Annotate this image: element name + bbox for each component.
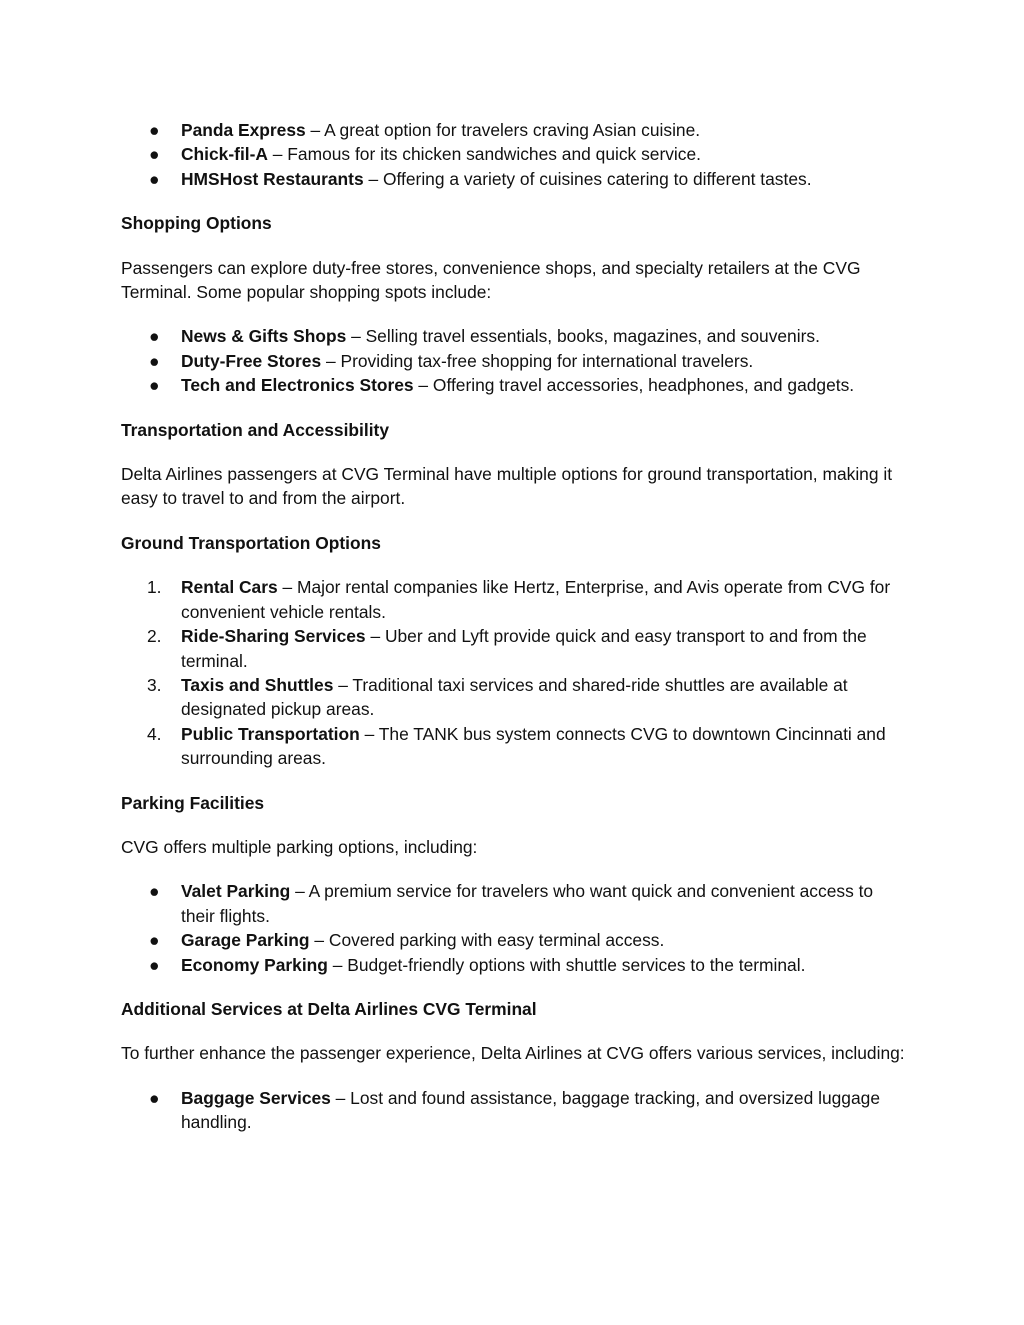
list-item bbox=[121, 879, 911, 928]
dining-list bbox=[121, 118, 911, 191]
parking-list bbox=[121, 879, 911, 977]
item-term: Duty-Free Stores bbox=[181, 350, 322, 371]
item-desc: – Major rental companies like Hertz, Enterprise, and Avis operate from CVG for convenient vehicle rentals. bbox=[181, 577, 891, 622]
list-item bbox=[121, 1086, 911, 1135]
list-item bbox=[121, 142, 911, 166]
bullet-icon: ● bbox=[149, 375, 160, 396]
transportation-intro: Delta Airlines passengers at CVG Terminal have multiple options for ground transportation, making it easy to travel to and from the airport. bbox=[121, 464, 893, 509]
item-desc: – Providing tax-free shopping for international travelers. bbox=[321, 350, 754, 371]
list-item bbox=[121, 373, 911, 397]
item-desc: – Famous for its chicken sandwiches and quick service. bbox=[267, 144, 701, 165]
list-number: 2. bbox=[147, 626, 162, 647]
list-item bbox=[121, 722, 911, 771]
bullet-icon: ● bbox=[149, 954, 160, 975]
document-body bbox=[121, 118, 911, 1135]
list-item bbox=[121, 953, 911, 977]
bullet-icon: ● bbox=[149, 930, 160, 951]
item-desc: – Offering a variety of cuisines catering to different tastes. bbox=[363, 168, 812, 189]
item-term: Chick-fil-A bbox=[181, 144, 268, 165]
parking-heading: Parking Facilities bbox=[121, 792, 265, 813]
item-term: Ride-Sharing Services bbox=[181, 626, 366, 647]
additional-heading: Additional Services at Delta Airlines CVG Terminal bbox=[121, 998, 537, 1019]
item-term: Rental Cars bbox=[181, 577, 278, 598]
item-desc: – Selling travel essentials, books, magazines, and souvenirs. bbox=[346, 326, 820, 347]
list-item bbox=[121, 324, 911, 348]
shopping-heading: Shopping Options bbox=[121, 213, 272, 234]
shopping-intro: Passengers can explore duty-free stores, convenience shops, and specialty retailers at the CVG Terminal. Some popular shopping spots include: bbox=[121, 257, 861, 303]
item-desc: – A great option for travelers craving Asian cuisine. bbox=[305, 120, 701, 140]
list-item bbox=[121, 673, 911, 722]
bullet-icon: ● bbox=[149, 168, 160, 189]
additional-list bbox=[121, 1086, 911, 1135]
item-term: Garage Parking bbox=[181, 930, 310, 951]
ground-heading: Ground Transportation Options bbox=[121, 532, 381, 553]
list-item bbox=[121, 575, 911, 624]
item-term: Tech and Electronics Stores bbox=[181, 375, 414, 396]
shopping-list bbox=[121, 324, 911, 397]
bullet-icon: ● bbox=[149, 350, 160, 371]
bullet-icon: ● bbox=[149, 120, 160, 140]
item-desc: – Budget-friendly options with shuttle services to the terminal. bbox=[327, 954, 806, 975]
additional-intro: To further enhance the passenger experience, Delta Airlines at CVG offers various services, including: bbox=[121, 1043, 905, 1064]
list-item bbox=[121, 624, 911, 673]
item-desc: – Offering travel accessories, headphones, and gadgets. bbox=[413, 375, 855, 396]
bullet-icon: ● bbox=[149, 326, 160, 347]
list-item bbox=[121, 118, 911, 142]
item-term: Valet Parking bbox=[181, 881, 291, 902]
parking-intro: CVG offers multiple parking options, including: bbox=[121, 836, 478, 857]
item-desc: – Lost and found assistance, baggage tracking, and oversized luggage handling. bbox=[181, 1087, 880, 1133]
bullet-icon: ● bbox=[149, 144, 160, 165]
item-term: Baggage Services bbox=[181, 1087, 331, 1108]
item-term: Public Transportation bbox=[181, 723, 360, 744]
bullet-icon: ● bbox=[149, 1087, 160, 1108]
item-term: Economy Parking bbox=[181, 954, 328, 975]
item-term: HMSHost Restaurants bbox=[181, 168, 364, 189]
list-item bbox=[121, 928, 911, 952]
item-desc: – The TANK bus system connects CVG to downtown Cincinnati and surrounding areas. bbox=[181, 723, 886, 769]
item-term: News & Gifts Shops bbox=[181, 326, 347, 347]
item-desc: – Covered parking with easy terminal access. bbox=[309, 930, 665, 951]
ground-list bbox=[121, 575, 911, 770]
item-desc: – Uber and Lyft provide quick and easy transport to and from the terminal. bbox=[181, 626, 867, 671]
list-number: 1. bbox=[147, 577, 162, 598]
list-item bbox=[121, 167, 911, 191]
transportation-heading: Transportation and Accessibility bbox=[121, 419, 390, 440]
list-item bbox=[121, 349, 911, 373]
item-term: Taxis and Shuttles bbox=[181, 674, 334, 695]
item-desc: – A premium service for travelers who want quick and convenient access to their flights. bbox=[181, 881, 874, 926]
item-desc: – Traditional taxi services and shared-ride shuttles are available at designated pickup areas. bbox=[181, 674, 848, 720]
item-term: Panda Express bbox=[181, 120, 306, 140]
list-number: 4. bbox=[147, 723, 162, 744]
list-number: 3. bbox=[147, 674, 162, 695]
bullet-icon: ● bbox=[149, 881, 160, 902]
